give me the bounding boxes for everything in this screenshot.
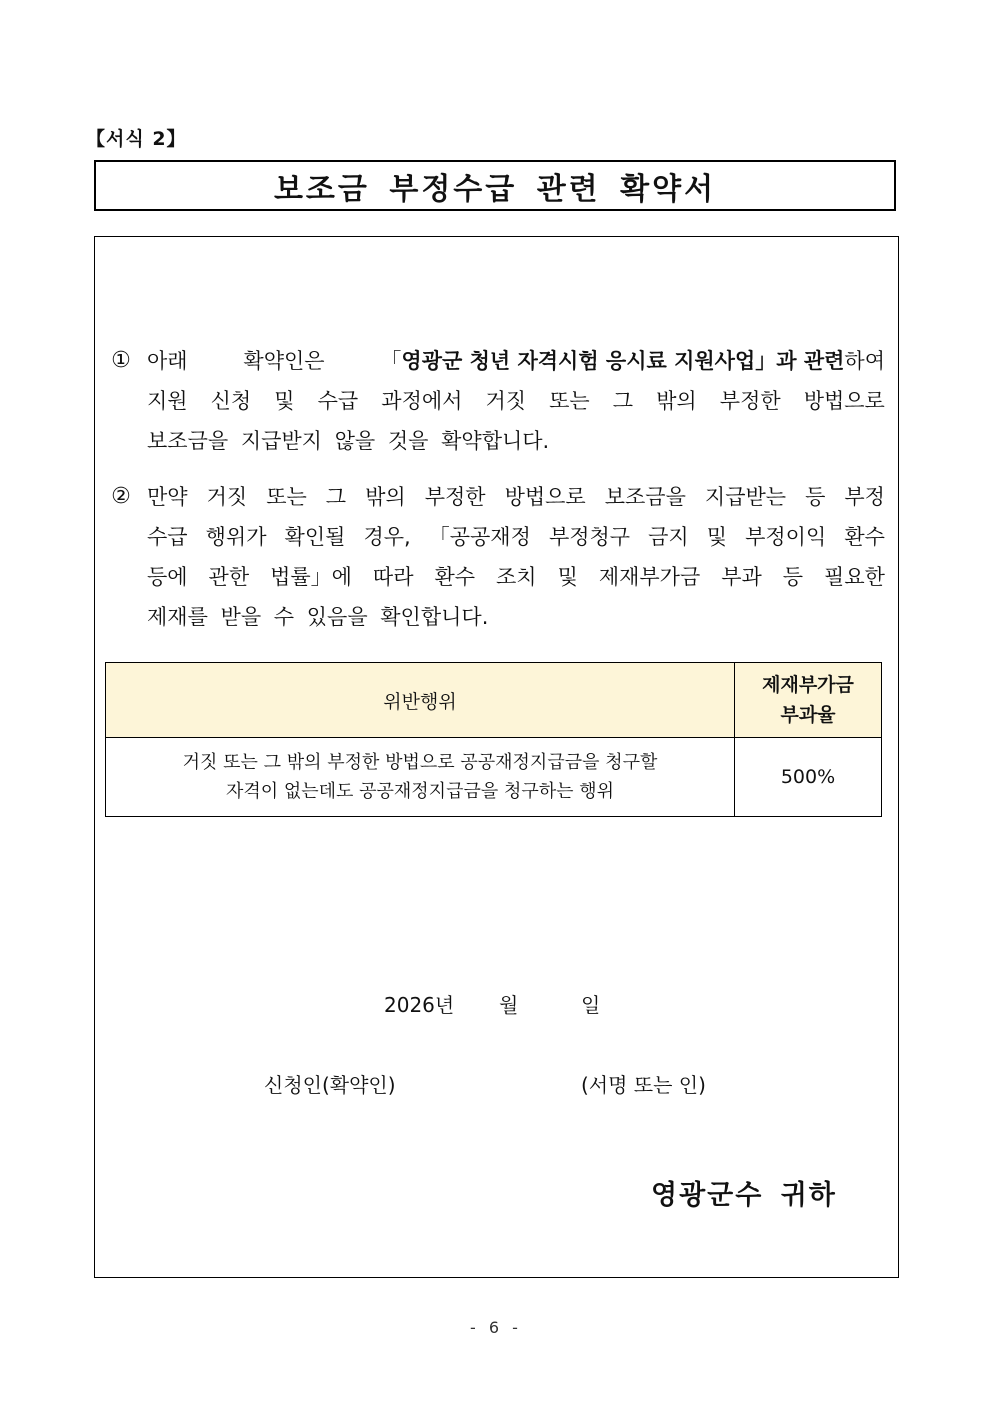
violation-table [105,662,882,817]
clause-line: 보조금을 지급받지 않을 것을 확약합니다. [147,429,550,453]
clause-1 [103,341,883,461]
document-title: 보조금 부정수급 관련 확약서 [273,171,717,207]
applicant-label: 신청인(확약인) [264,1073,396,1097]
header-violation: 위반행위 [106,663,735,738]
header-penalty-rate: 제재부가금 부과율 [735,663,882,738]
clause-2 [103,477,883,637]
clause-line: 아래 확약인은 「영광군 청년 자격시험 응시료 지원사업」과 관련하여 [147,349,885,373]
clause-line: 등에 관한 법률」에 따라 환수 조치 및 제재부가금 부과 등 필요한 [147,565,885,589]
title-box [94,160,896,211]
table-header-row [106,663,882,738]
page-number: - 6 - [470,1318,522,1337]
penalty-rate: 500% [735,738,882,817]
clause-number: ② [111,484,131,509]
form-label: 【서식 2】 [86,128,187,150]
signature-hint: (서명 또는 인) [581,1073,706,1097]
clause-line: 제재를 받을 수 있음을 확인합니다. [147,605,489,629]
program-name: 영광군 청년 자격시험 응시료 지원사업 [401,349,756,373]
clause-line: 만약 거짓 또는 그 밖의 부정한 방법으로 보조금을 지급받는 등 부정 [147,485,885,509]
date-year: 2026년 [384,993,455,1017]
recipient: 영광군수 귀하 [651,1180,837,1211]
date-month: 월 [499,993,519,1017]
violation-description: 거짓 또는 그 밖의 부정한 방법으로 공공재정지급금을 청구할 자격이 없는데도 공공재정지급금을 청구하는 행위 [106,738,735,817]
pledge-body-box [94,236,899,1278]
table-row [106,738,882,817]
clause-line: 수급 행위가 확인될 경우, 「공공재정 부정청구 금지 및 부정이익 환수 [147,525,885,549]
clause-line: 지원 신청 및 수급 과정에서 거짓 또는 그 밖의 부정한 방법으로 [147,389,885,413]
clause-number: ① [111,348,131,373]
date-day: 일 [581,993,601,1017]
